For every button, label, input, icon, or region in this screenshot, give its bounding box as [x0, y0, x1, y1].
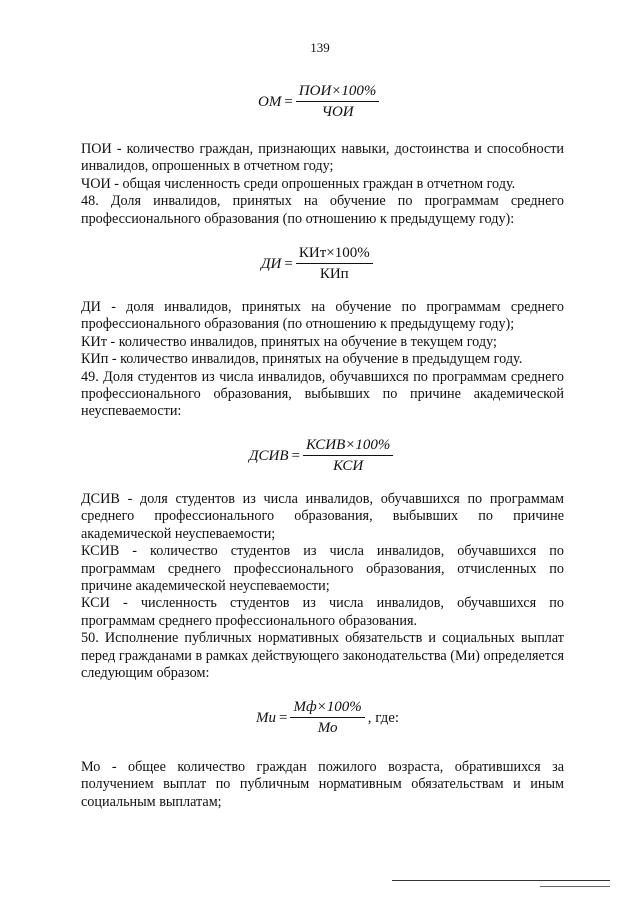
- formula-di: [261, 245, 373, 283]
- formula-eq: =: [284, 255, 293, 272]
- formula-denominator: КИп: [296, 263, 373, 283]
- paragraph: ДИ - доля инвалидов, принятых на обучение по программам среднего профессионального образования (по отношению к предыдущему году);: [81, 299, 564, 333]
- formula-eq: =: [279, 709, 288, 726]
- formula-fraction: [303, 437, 393, 475]
- page-number: 139: [310, 40, 330, 55]
- paragraph: КСИВ - количество студентов из числа инвалидов, обучавшихся по программам среднего профессионального образования, отчисленных по причине академической неуспеваемости;: [81, 543, 564, 595]
- formula-numerator: КСИВ×100%: [306, 437, 391, 453]
- paragraph: 49. Доля студентов из числа инвалидов, обучавшихся по программам среднего профессионального образования, выбывших по причине академической неуспеваемости:: [81, 368, 564, 420]
- formula-lhs: ОМ: [258, 93, 282, 110]
- formula-lhs: ДСИВ: [249, 447, 289, 464]
- formula-fraction: [296, 83, 380, 121]
- formula-lhs: ДИ: [261, 255, 282, 272]
- text-block-1: [81, 141, 564, 228]
- footer-rule-short: [540, 886, 610, 887]
- footer-rule: [392, 880, 610, 881]
- text-block-2: [81, 299, 564, 421]
- formula-suffix: , где:: [367, 709, 400, 726]
- formula-denominator: Мо: [290, 717, 364, 737]
- formula-denominator: ЧОИ: [296, 101, 380, 121]
- formula-numerator: ПОИ×100%: [298, 83, 377, 99]
- formula-numerator: Мф×100%: [293, 699, 362, 715]
- paragraph: КИт - количество инвалидов, принятых на обучение в текущем году;: [81, 333, 497, 350]
- paragraph: 50. Исполнение публичных нормативных обязательств и социальных выплат перед гражданами в рамках действующего законодательства (Ми) определяется следующим образом:: [81, 630, 564, 682]
- formula-eq: =: [291, 447, 301, 464]
- formula-mi: [256, 699, 399, 737]
- text-block-3: [81, 491, 564, 682]
- formula-fraction: [290, 699, 364, 737]
- formula-lhs: Ми: [256, 709, 276, 726]
- formula-fraction: [296, 245, 373, 283]
- formula-denominator: КСИ: [303, 455, 393, 475]
- paragraph: Мо - общее количество граждан пожилого возраста, обратившихся за получением выплат по публичным нормативным обязательствам и иным социальным выплатам;: [81, 759, 564, 810]
- paragraph: ЧОИ - общая численность среди опрошенных граждан в отчетном году.: [81, 175, 516, 192]
- formula-eq: =: [284, 93, 293, 110]
- formula-numerator: КИт×100%: [298, 245, 370, 261]
- paragraph: ПОИ - количество граждан, признающих навыки, достоинства и способности инвалидов, опрошенных в отчетном году;: [81, 141, 564, 175]
- paragraph: ДСИВ - доля студентов из числа инвалидов, обучавшихся по программам среднего профессионального образования, выбывших по причине академической неуспеваемости;: [81, 491, 564, 542]
- text-block-4: [81, 759, 564, 811]
- paragraph: КСИ - численность студентов из числа инвалидов, обучавшихся по программам среднего профессионального образования.: [81, 595, 564, 629]
- paragraph: 48. Доля инвалидов, принятых на обучение по программам среднего профессионального образования (по отношению к предыдущему году):: [81, 193, 564, 227]
- formula-dsiv: [249, 437, 393, 475]
- formula-om: [258, 83, 379, 121]
- paragraph: КИп - количество инвалидов, принятых на обучение в предыдущем году.: [81, 351, 523, 368]
